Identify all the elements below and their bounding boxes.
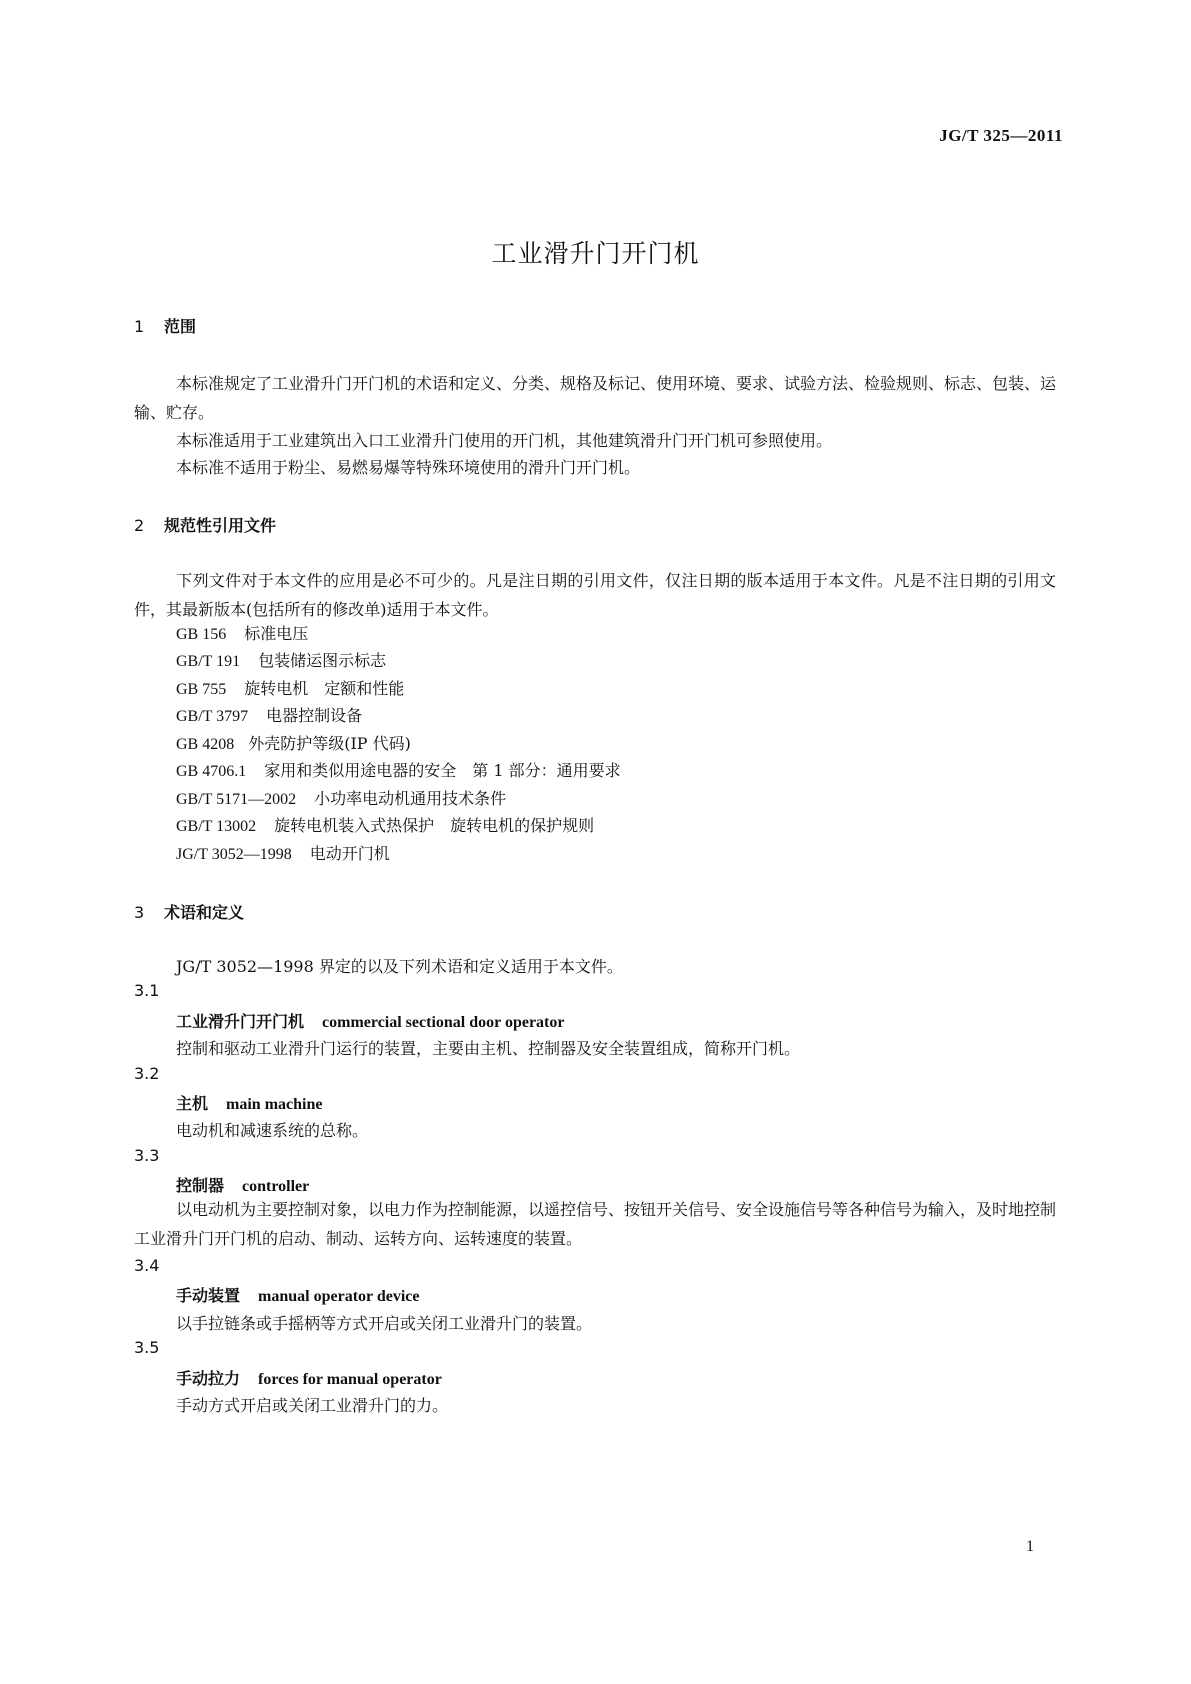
page-number: 1 [1026,1538,1034,1555]
section-number: 2 [134,516,145,535]
section-3-intro: JG/T 3052—1998 界定的以及下列术语和定义适用于本文件。 [176,957,623,976]
reference-item [176,623,308,646]
term-heading [176,1091,322,1114]
paragraph [134,566,1056,624]
term-definition: 以手拉链条或手摇柄等方式开启或关闭工业滑升门的装置。 [176,1314,593,1333]
paragraph-text: 下列文件对于本文件的应用是必不可少的。凡是注日期的引用文件，仅注日期的版本适用于本文件。凡是不注日期的引用文件，其最新版本(包括所有的修改单)适用于本文件。 [134,571,1056,619]
section-3-heading [134,900,244,923]
term-zh: 控制器 [176,1176,225,1195]
reference-title: 家用和类似用途电器的安全 第 1 部分：通用要求 [264,761,621,780]
reference-item [176,678,404,701]
term-zh: 工业滑升门开门机 [176,1012,305,1031]
standard-code: JG/T 325—2011 [939,126,1063,145]
reference-title: 旋转电机装入式热保护 旋转电机的保护规则 [274,816,595,835]
reference-title: 电动开门机 [309,844,390,863]
term-heading [176,1173,309,1196]
reference-title: 外壳防护等级(IP 代码) [248,734,411,753]
reference-item [176,788,506,811]
reference-item [176,705,362,728]
section-title: 范围 [164,317,197,336]
term-definition [134,1195,1056,1253]
term-zh: 主机 [176,1094,209,1113]
section-number: 1 [134,317,145,336]
reference-item [176,815,594,838]
definition-text: 以电动机为主要控制对象，以电力作为控制能源，以遥控信号、按钮开关信号、安全设施信号等各种信号为输入，及时地控制工业滑升门开门机的启动、制动、运转方向、运转速度的装置。 [134,1200,1057,1248]
reference-title: 小功率电动机通用技术条件 [314,789,507,808]
reference-title: 电器控制设备 [266,706,363,725]
term-en: manual operator device [258,1288,420,1305]
clause-number: 3.5 [134,1338,160,1357]
clause-number: 3.3 [134,1146,160,1165]
reference-item [176,733,411,756]
reference-code: GB 755 [176,681,227,698]
term-en: controller [242,1178,310,1195]
term-en: forces for manual operator [258,1371,442,1388]
reference-code: GB 156 [176,626,227,643]
reference-item [176,843,390,866]
clause-number: 3.1 [134,981,160,1000]
section-title: 术语和定义 [164,903,245,922]
term-definition: 控制和驱动工业滑升门运行的装置，主要由主机、控制器及安全装置组成，简称开门机。 [176,1039,801,1058]
term-en: main machine [226,1096,323,1113]
reference-code: GB/T 13002 [176,818,257,835]
reference-title: 旋转电机 定额和性能 [244,679,405,698]
clause-number: 3.4 [134,1256,160,1275]
term-zh: 手动装置 [176,1286,241,1305]
paragraph-text: 本标准适用于工业建筑出入口工业滑升门使用的开门机，其他建筑滑升门开门机可参照使用。 [176,431,833,450]
reference-item [176,760,621,783]
term-zh: 手动拉力 [176,1369,241,1388]
paragraph [134,426,1056,455]
reference-title: 包装储运图示标志 [258,651,387,670]
reference-code: JG/T 3052—1998 [176,846,292,863]
term-heading [176,1283,419,1306]
reference-code: GB/T 3797 [176,708,249,725]
section-title: 规范性引用文件 [164,516,277,535]
section-number: 3 [134,903,145,922]
term-heading [176,1366,442,1389]
paragraph [134,369,1056,427]
reference-code: GB 4706.1 [176,763,247,780]
reference-code: GB/T 5171—2002 [176,791,297,808]
term-definition: 电动机和减速系统的总称。 [176,1121,369,1140]
term-definition: 手动方式开启或关闭工业滑升门的力。 [176,1396,449,1415]
document-title: 工业滑升门开门机 [491,239,700,268]
reference-code: GB 4208 [176,736,235,753]
paragraph-text: 本标准规定了工业滑升门开门机的术语和定义、分类、规格及标记、使用环境、要求、试验方法、检验规则、标志、包装、运输、贮存。 [134,374,1057,422]
clause-number: 3.2 [134,1064,160,1083]
section-1-heading [134,314,196,337]
term-en: commercial sectional door operator [322,1014,565,1031]
reference-code: GB/T 191 [176,653,241,670]
paragraph-text: 本标准不适用于粉尘、易燃易爆等特殊环境使用的滑升门开门机。 [176,458,641,477]
section-2-heading [134,513,276,536]
paragraph [134,453,1056,482]
term-heading [176,1009,564,1032]
reference-title: 标准电压 [244,624,309,643]
reference-item [176,650,386,673]
